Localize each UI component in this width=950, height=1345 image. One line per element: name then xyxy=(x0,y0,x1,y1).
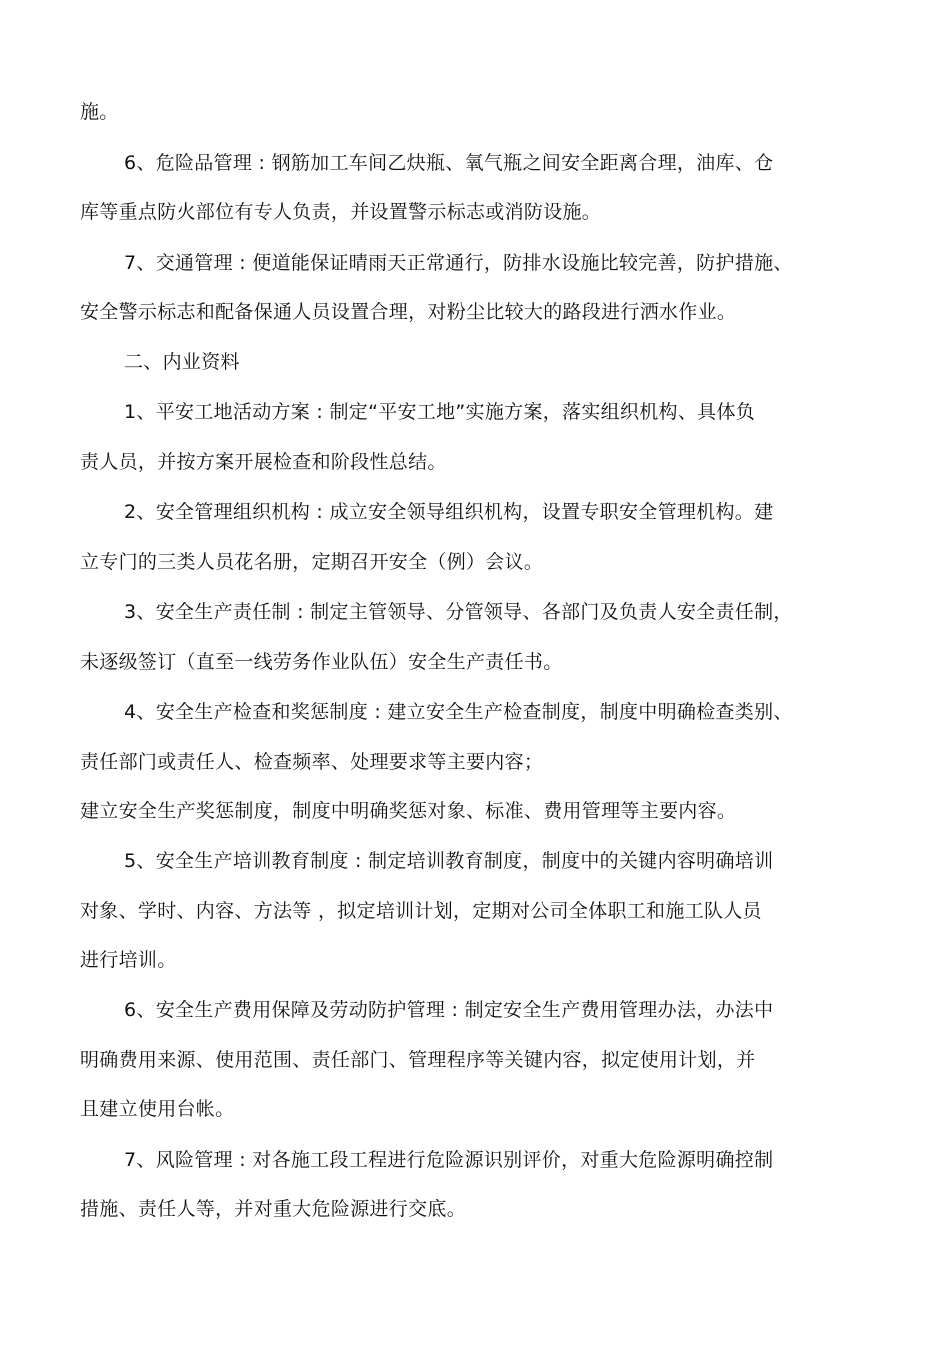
text-line: 7、风险管理 : 对各施工段工程进行危险源识别评价，对重大危险源明确控制 xyxy=(124,1149,774,1171)
text-line: 未逐级签订（直至一线劳务作业队伍）安全生产责任书。 xyxy=(80,651,563,673)
text-line: 措施、责任人等，并对重大危险源进行交底。 xyxy=(80,1198,467,1220)
text-line: 责任部门或责任人、检查频率、处理要求等主要内容； xyxy=(80,751,544,773)
text-line: 5、安全生产培训教育制度 : 制定培训教育制度，制度中的关键内容明确培训 xyxy=(124,850,774,872)
text-line: 库等重点防火部位有专人负责，并设置警示标志或消防设施。 xyxy=(80,201,602,223)
text-line: 6、安全生产费用保障及劳动防护管理 : 制定安全生产费用管理办法，办法中 xyxy=(124,999,774,1021)
text-line: 6、危险品管理 : 钢筋加工车间乙炔瓶、氧气瓶之间安全距离合理，油库、仓 xyxy=(124,152,774,174)
text-line: 进行培训。 xyxy=(80,949,177,971)
text-line: 且建立使用台帐。 xyxy=(80,1098,235,1120)
text-line: 明确费用来源、使用范围、责任部门、管理程序等关键内容，拟定使用计划，并 xyxy=(80,1049,756,1071)
text-line: 安全警示标志和配备保通人员设置合理，对粉尘比较大的路段进行洒水作业。 xyxy=(80,301,737,323)
text-line: 4、安全生产检查和奖惩制度 : 建立安全生产检查制度，制度中明确检查类别、 xyxy=(124,701,793,723)
text-line: 3、安全生产责任制 : 制定主管领导、分管领导、各部门及负责人安全责任制， xyxy=(124,601,793,623)
section-heading: 二、内业资料 xyxy=(124,351,240,373)
text-line: 2、安全管理组织机构 : 成立安全领导组织机构，设置专职安全管理机构。建 xyxy=(124,501,774,523)
text-line: 立专门的三类人员花名册，定期召开安全（例）会议。 xyxy=(80,551,544,573)
text-line: 施。 xyxy=(80,101,119,123)
text-line: 建立安全生产奖惩制度，制度中明确奖惩对象、标准、费用管理等主要内容。 xyxy=(80,800,737,822)
text-line: 对象、学时、内容、方法等 ，拟定培训计划，定期对公司全体职工和施工队人员 xyxy=(80,900,762,922)
text-line: 1、平安工地活动方案 : 制定“平安工地”实施方案，落实组织机构、具体负 xyxy=(124,401,756,423)
text-line: 责人员，并按方案开展检查和阶段性总结。 xyxy=(80,451,447,473)
text-line: 7、交通管理 : 便道能保证晴雨天正常通行，防排水设施比较完善，防护措施、 xyxy=(124,252,793,274)
